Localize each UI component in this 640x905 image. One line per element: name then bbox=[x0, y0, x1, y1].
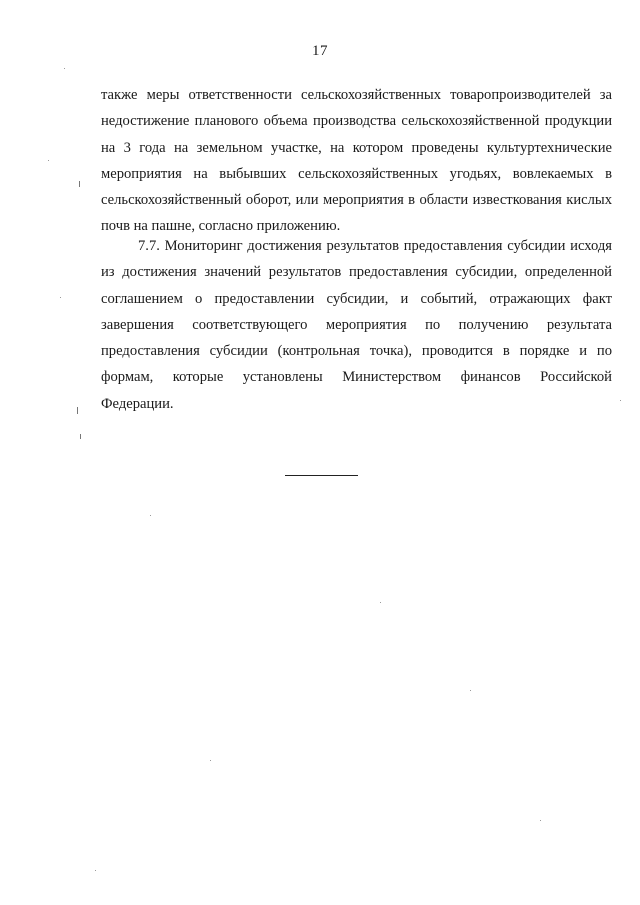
paragraph-liability-measures bbox=[101, 82, 612, 240]
text-line: сельскохозяйственный оборот, или мероприятия в области известкования кислых bbox=[101, 192, 612, 209]
scan-speck bbox=[64, 68, 65, 69]
text-line: предоставления субсидии (контрольная точка), проводится в порядке и по bbox=[101, 343, 612, 360]
scan-speck bbox=[95, 870, 96, 871]
page-number: 17 bbox=[312, 43, 328, 59]
paragraph-7-7-monitoring bbox=[101, 233, 612, 417]
scan-speck bbox=[150, 515, 151, 516]
scan-speck bbox=[60, 297, 61, 298]
text-line: формам, которые установлены Министерством финансов Российской bbox=[101, 369, 612, 386]
scan-speck bbox=[620, 400, 621, 401]
text-line: завершения соответствующего мероприятия по получению результата bbox=[101, 316, 612, 333]
scan-mark bbox=[79, 181, 80, 187]
text-line: из достижения значений результатов предоставления субсидии, определенной bbox=[101, 264, 612, 281]
scan-speck bbox=[540, 820, 541, 821]
scan-speck bbox=[470, 690, 471, 691]
text-line: почв на пашне, согласно приложению. bbox=[101, 218, 341, 235]
scan-mark bbox=[77, 407, 78, 414]
text-line: 7.7. Мониторинг достижения результатов предоставления субсидии исходя bbox=[138, 238, 612, 254]
scan-speck bbox=[48, 160, 49, 161]
text-line: мероприятия на выбывших сельскохозяйственных угодьях, вовлекаемых в bbox=[101, 165, 612, 182]
end-of-text-rule bbox=[285, 475, 358, 476]
scan-speck bbox=[210, 760, 211, 761]
text-line: на 3 года на земельном участке, на котором проведены культуртехнические bbox=[101, 139, 612, 156]
text-line: соглашением о предоставлении субсидии, и событий, отражающих факт bbox=[101, 290, 612, 307]
text-line: недостижение планового объема производства сельскохозяйственной продукции bbox=[101, 113, 612, 130]
text-line: также меры ответственности сельскохозяйственных товаропроизводителей за bbox=[101, 87, 612, 103]
scan-mark bbox=[80, 434, 81, 439]
scan-speck bbox=[380, 602, 381, 603]
text-line: Федерации. bbox=[101, 395, 174, 412]
